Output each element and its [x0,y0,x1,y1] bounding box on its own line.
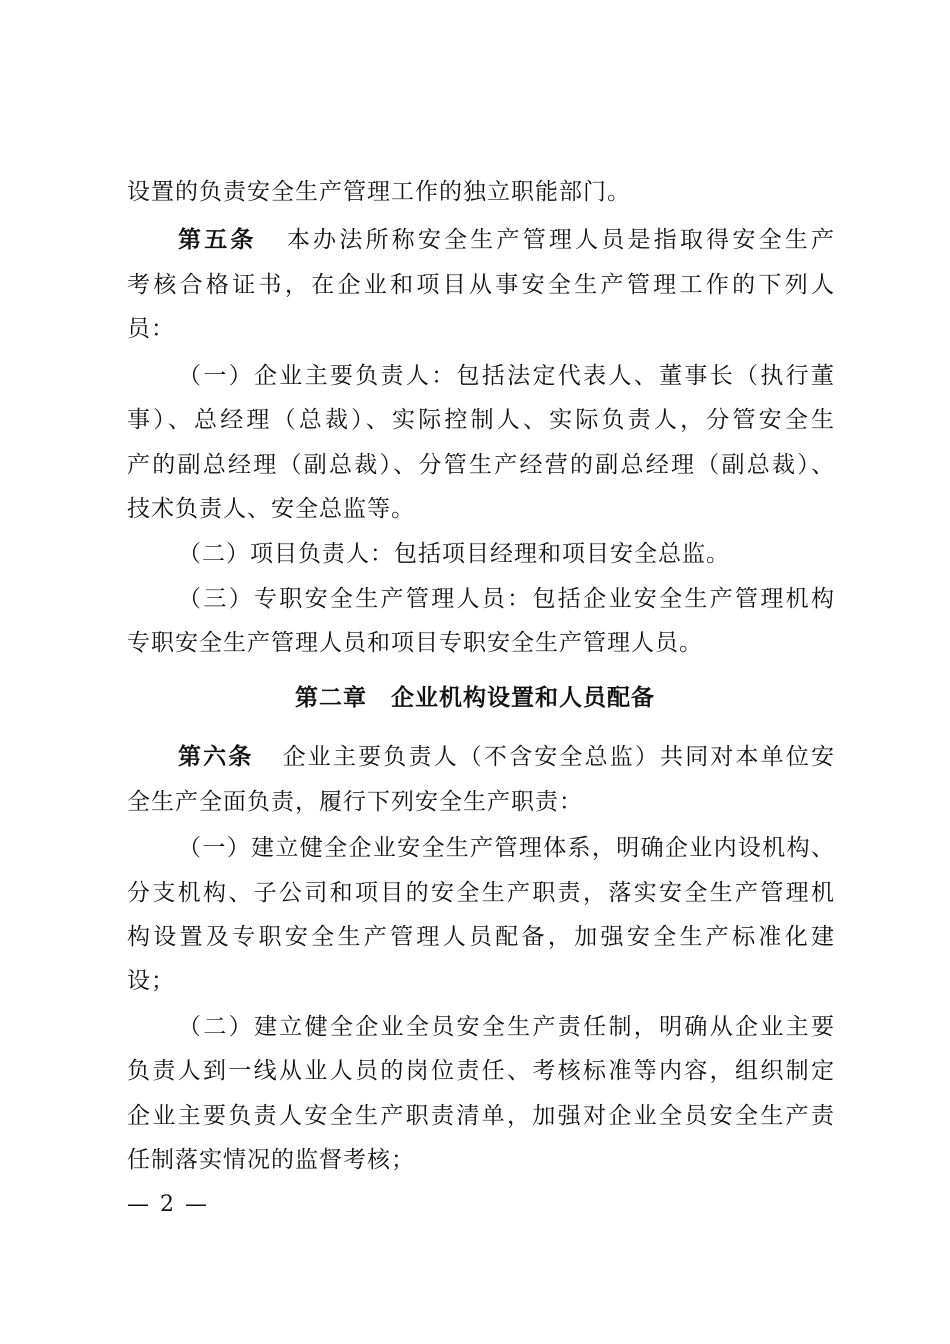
text-line: 构设置及专职安全生产管理人员配备，加强安全生产标准化建 [127,924,835,950]
text-line: 技术负责人、安全总监等。 [127,496,415,522]
article-6-line [178,742,835,772]
text-line: 分支机构、子公司和项目的安全生产职责，落实安全生产管理机 [127,880,835,906]
text-line: 负责人到一线从业人员的岗位责任、考核标准等内容，组织制定 [127,1058,835,1084]
text-line: （三）专职安全生产管理人员：包括企业安全生产管理机构 [178,586,835,612]
text-line: （二）建立健全企业全员安全生产责任制，明确从企业主要 [178,1014,835,1040]
chapter-heading: 第二章 企业机构设置和人员配备 [295,685,655,711]
text-line: 全生产全面负责，履行下列安全生产职责： [127,789,583,815]
text-line: （二）项目负责人：包括项目经理和项目安全总监。 [178,541,730,567]
article-6-text: 企业主要负责人（不含安全总监）共同对本单位安 [281,744,836,770]
article-5-line [178,225,835,255]
page-number: — 2 — [127,1192,209,1217]
text-line: （一）企业主要负责人：包括法定代表人、董事长（执行董 [178,363,835,389]
text-line: 产的副总经理（副总裁）、分管生产经营的副总经理（副总裁）、 [127,452,835,478]
text-line: 事）、总经理（总裁）、实际控制人、实际负责人，分管安全生 [127,407,835,433]
article-5-label: 第五条 [178,227,257,253]
text-line: 设； [127,968,175,994]
article-5-text: 本办法所称安全生产管理人员是指取得安全生产 [284,227,835,253]
text-line: 任制落实情况的监督考核； [127,1147,415,1173]
text-line: 员： [127,316,175,342]
text-line: 考核合格证书，在企业和项目从事安全生产管理工作的下列人 [127,272,835,298]
text-line: 设置的负责安全生产管理工作的独立职能部门。 [127,179,631,205]
article-6-label: 第六条 [178,744,254,770]
text-line: 专职安全生产管理人员和项目专职安全生产管理人员。 [127,630,703,656]
text-line: （一）建立健全企业安全生产管理体系，明确企业内设机构、 [178,835,835,861]
text-line: 企业主要负责人安全生产职责清单，加强对企业全员安全生产责 [127,1103,835,1129]
